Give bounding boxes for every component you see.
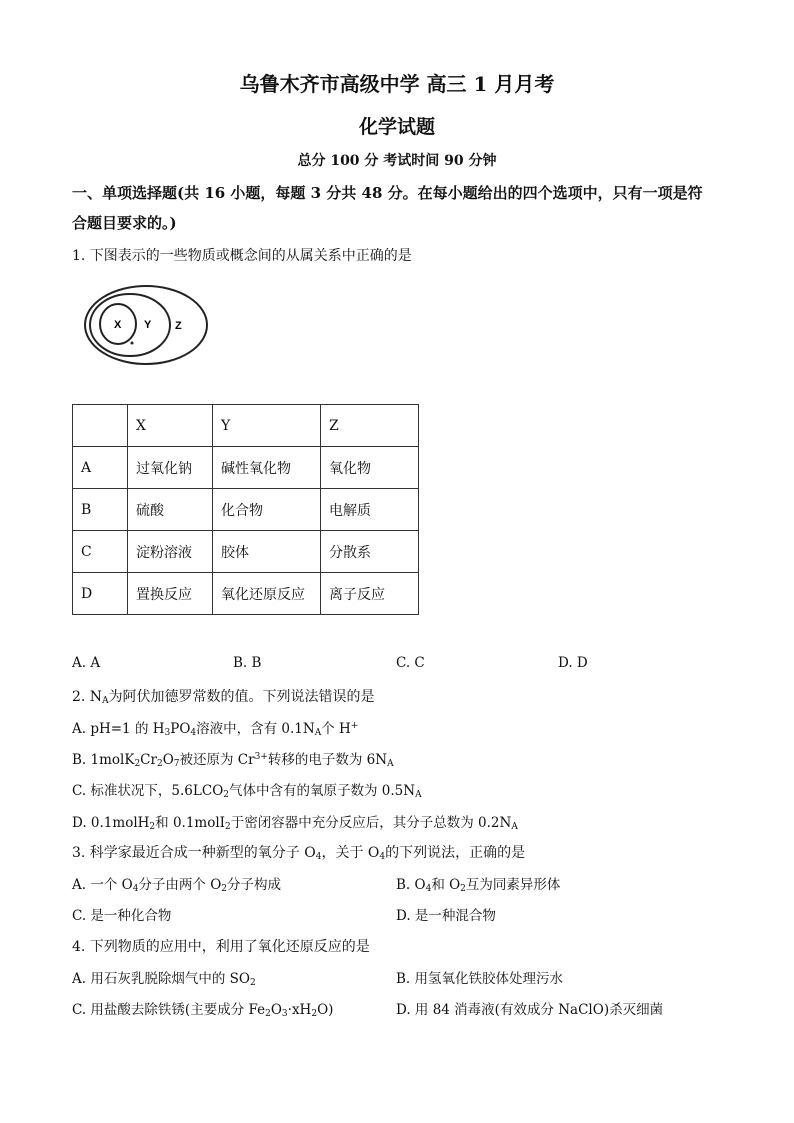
table-cell: 胶体	[213, 531, 321, 573]
q2-option-c[interactable]: C. 标准状况下，$5.6LCO_2$气体中含有的氧原子数为 $0.5N_A$	[72, 783, 422, 800]
q2-option-a[interactable]: A. pH=1 的 $H_3PO_4$溶液中，含有 $0.1N_A$个 H+	[72, 721, 359, 738]
question-4-stem: 4. 下列物质的应用中，利用了氧化还原反应的是	[72, 939, 370, 955]
table-cell: C	[73, 531, 128, 573]
q3-option-d[interactable]: D. 是一种混合物	[396, 908, 496, 924]
answer-table	[72, 404, 419, 615]
page-title: 乌鲁木齐市高级中学 高三 1 月月考	[239, 72, 555, 96]
q4-option-a[interactable]: A. 用石灰乳脱除烟气中的 $SO_2$	[72, 971, 256, 988]
q4-option-d[interactable]: D. 用 84 消毒液(有效成分 NaClO)杀灭细菌	[396, 1002, 664, 1018]
q1-option-c[interactable]: C. C	[396, 655, 425, 671]
table-cell: Y	[213, 405, 321, 447]
venn-middle-ellipse	[90, 294, 170, 356]
table-cell: 碱性氧化物	[213, 447, 321, 489]
venn-label-x: X	[114, 319, 122, 331]
q1-option-d[interactable]: D. D	[558, 655, 588, 671]
q1-option-b[interactable]: B. B	[233, 655, 262, 671]
exam-info: 总分 100 分 考试时间 90 分钟	[297, 153, 497, 169]
question-1-stem: 1. 下图表示的一些物质或概念间的从属关系中正确的是	[72, 248, 412, 264]
table-row	[73, 447, 419, 489]
table-cell: 氧化还原反应	[213, 573, 321, 615]
q2-option-d[interactable]: D. 0.1molH$_2$和 0.1molI$_2$于密闭容器中充分反应后，其分子总数为 $0.2N_A$	[72, 815, 518, 832]
page-subtitle: 化学试题	[358, 116, 435, 138]
table-cell: B	[73, 489, 128, 531]
table-cell: X	[128, 405, 213, 447]
section-heading-line1: 一、单项选择题(共 16 小题，每题 3 分共 48 分。在每小题给出的四个选项中，只有一项是符	[72, 184, 703, 202]
table-cell: Z	[321, 405, 419, 447]
venn-label-y: Y	[144, 319, 152, 331]
venn-label-z: Z	[175, 320, 182, 332]
table-cell: 淀粉溶液	[128, 531, 213, 573]
q3-option-a[interactable]: A. 一个 $O_4$分子由两个 $O_2$分子构成	[72, 877, 282, 894]
question-3-stem: 3. 科学家最近合成一种新型的氧分子 $O_4$，关于 $O_4$的下列说法，正确的是	[72, 845, 526, 862]
table-row	[73, 489, 419, 531]
q1-option-a[interactable]: A. A	[72, 655, 101, 671]
table-cell: D	[73, 573, 128, 615]
table-row	[73, 573, 419, 615]
table-cell: 过氧化钠	[128, 447, 213, 489]
table-cell	[73, 405, 128, 447]
q4-option-c[interactable]: C. 用盐酸去除铁锈(主要成分 $Fe_2O_3\cdot xH_2O$)	[72, 1002, 334, 1019]
q2-option-b[interactable]: B. $1molK_2Cr_2O_7$被还原为 $Cr^{3+}$转移的电子数为 $6N_A$	[72, 752, 394, 769]
table-cell: 化合物	[213, 489, 321, 531]
question-2-stem: 2. $N_A$为阿伏加德罗常数的值。下列说法错误的是	[72, 689, 375, 706]
table-cell: 氧化物	[321, 447, 419, 489]
q3-option-b[interactable]: B. $O_4$和 $O_2$互为同素异形体	[396, 877, 561, 894]
table-cell: 硫酸	[128, 489, 213, 531]
section-heading-line2: 合题目要求的。)	[72, 214, 177, 232]
table-cell: 电解质	[321, 489, 419, 531]
table-cell: 置换反应	[128, 573, 213, 615]
table-cell: 分散系	[321, 531, 419, 573]
table-cell: 离子反应	[321, 573, 419, 615]
venn-dot	[131, 342, 134, 345]
table-row	[73, 531, 419, 573]
table-cell: A	[73, 447, 128, 489]
table-header-row	[73, 405, 419, 447]
venn-diagram	[82, 283, 210, 367]
q4-option-b[interactable]: B. 用氢氧化铁胶体处理污水	[396, 971, 564, 987]
q3-option-c[interactable]: C. 是一种化合物	[72, 908, 172, 924]
